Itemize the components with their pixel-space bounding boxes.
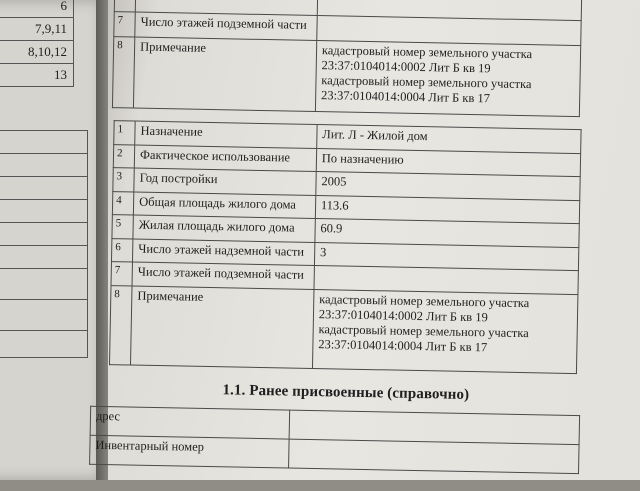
row-number: 5 <box>112 215 134 239</box>
left-cell <box>0 131 88 154</box>
table-row <box>0 223 88 246</box>
row-value: Лит. Л - Жилой дом <box>317 125 582 154</box>
row-label: Общая площадь жилого дома <box>133 192 315 219</box>
table-row <box>0 269 88 300</box>
table-row <box>112 37 580 117</box>
right-page <box>95 0 640 480</box>
note-line: 23:37:0104014:0002 Лит Б кв 19 <box>321 58 491 76</box>
left-cell <box>0 246 88 269</box>
row-number: 8 <box>112 37 134 108</box>
row-number: 4 <box>112 191 134 215</box>
previous-object-table <box>112 0 582 117</box>
table-row <box>0 41 74 64</box>
row-value: По назначению <box>316 148 581 177</box>
row-label: дрес <box>90 406 290 439</box>
row-label: Число этажей подземной части <box>132 262 314 289</box>
section-title: 1.1. Ранее присвоенные (справочно) <box>222 382 470 404</box>
row-number <box>114 0 136 12</box>
note-line: кадастровый номер земельного участка <box>321 73 532 92</box>
row-label: Назначение <box>135 121 317 148</box>
left-cell: 8,10,12 <box>0 41 74 64</box>
left-cell <box>0 154 88 177</box>
row-number: 1 <box>114 121 136 145</box>
note-line: 23:37:0104014:0004 Лит Б кв 17 <box>318 336 488 354</box>
page-sheet <box>95 0 640 491</box>
row-label: Число этажей надземной части <box>133 239 315 266</box>
row-value: 60.9 <box>315 219 580 248</box>
note-line: кадастровый номер земельного участка <box>318 321 529 340</box>
row-number: 3 <box>113 168 135 192</box>
object-characteristics-table <box>109 120 582 373</box>
row-number: 8 <box>110 285 133 364</box>
row-number: 2 <box>113 144 135 168</box>
left-cell: 13 <box>0 64 74 87</box>
table-row <box>0 300 88 331</box>
left-top-table <box>0 0 74 87</box>
table-row <box>0 0 74 18</box>
row-note <box>312 289 578 373</box>
note-line: кадастровый номер земельного участка <box>321 43 533 62</box>
previous-identifiers-table <box>89 406 580 474</box>
row-label: Примечание <box>131 286 314 368</box>
row-label: Год постройки <box>134 168 316 195</box>
table-row <box>110 285 578 373</box>
left-bottom-table <box>0 130 88 358</box>
row-number: 6 <box>111 238 133 262</box>
left-cell: 6 <box>0 0 74 18</box>
left-cell <box>0 223 88 246</box>
note-line: 23:37:0104014:0002 Лит Б кв 19 <box>318 306 488 324</box>
row-note <box>315 41 580 117</box>
left-cell <box>0 300 88 331</box>
row-value: 3 <box>314 242 579 271</box>
table-row <box>0 200 88 223</box>
table-row <box>0 154 88 177</box>
table-row <box>0 177 88 200</box>
table-row <box>0 246 88 269</box>
row-number: 7 <box>114 12 136 37</box>
table-row <box>0 131 88 154</box>
left-cell <box>0 200 88 223</box>
row-number: 7 <box>111 262 133 286</box>
note-line: 23:37:0104014:0004 Лит Б кв 17 <box>320 88 491 106</box>
row-value: 2005 <box>316 172 581 201</box>
left-cell <box>0 177 88 200</box>
left-cell: 7,9,11 <box>0 18 74 41</box>
row-label: Число этажей подземной части <box>135 12 317 40</box>
table-row <box>0 64 74 87</box>
row-label: Жилая площадь жилого дома <box>133 215 315 242</box>
row-label: Инвентарный номер <box>90 435 290 468</box>
row-label: Фактическое использование <box>134 145 316 172</box>
row-label: Примечание <box>134 37 317 111</box>
table-row <box>0 18 74 41</box>
note-line: кадастровый номер земельного участка <box>319 291 530 310</box>
left-cell <box>0 269 88 300</box>
row-value: 113.6 <box>315 195 580 224</box>
left-cell <box>0 331 88 358</box>
row-value <box>289 439 579 474</box>
table-row <box>0 331 88 358</box>
